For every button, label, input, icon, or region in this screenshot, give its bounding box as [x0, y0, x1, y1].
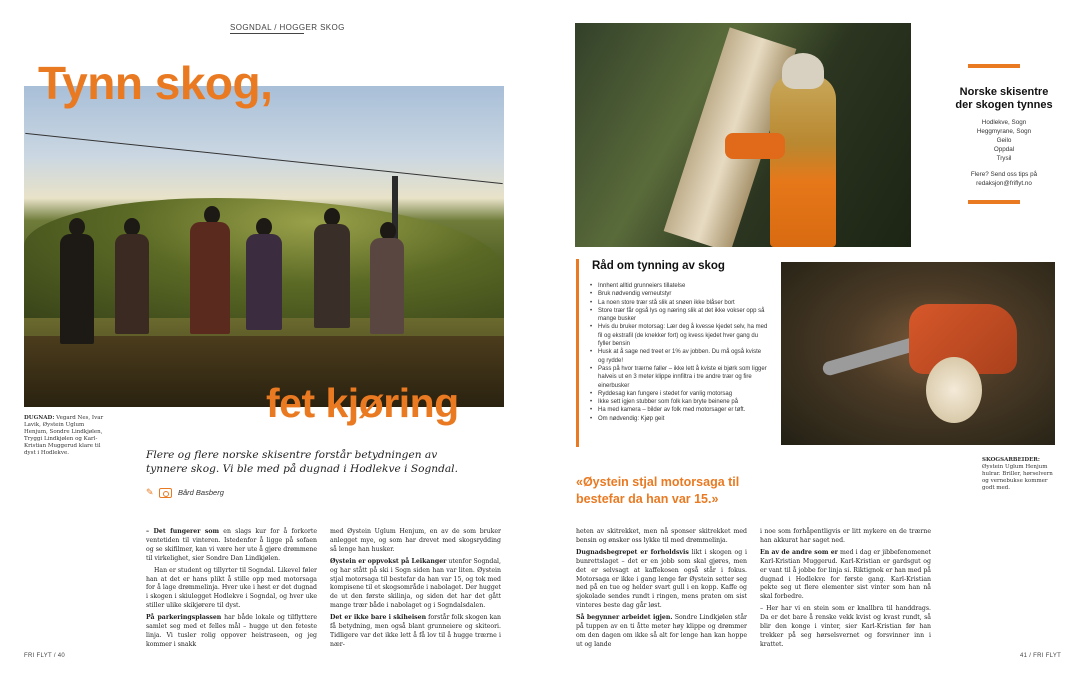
folio-right: 41 / FRI FLYT: [1020, 653, 1062, 659]
sidebar-item: Trysil: [996, 154, 1012, 162]
lead-paragraph: Flere og flere norske skisentre forstår betydningen av tynnere skog. Vi ble med på dugnad i Hodlekve i Sogndal.: [146, 449, 458, 475]
camera-icon: [159, 488, 172, 498]
sidebar-tip-line: Flere? Send oss tips på: [970, 171, 1038, 178]
photo-stump: [926, 357, 982, 423]
paragraph: med Øystein Uglum Henjum, en av de som bruker anlegget mye, og som har drevet med skogsrydding så lenge han husker.: [330, 528, 501, 553]
lift-cable: [25, 133, 502, 184]
person-silhouette: [190, 222, 230, 334]
body-column-4: [760, 528, 931, 653]
paragraph: Det er ikke bare i skiheisen forstår folk skogen kan få betydning, men også blant grunneiere og skiteori. Tidligere var det ikke lett å få lov til å hugge trærne i nær-: [330, 614, 502, 648]
paragraph: Så begynner arbeidet igjen. Sondre Lindkjølen står på tuppen av en ti åtte meter høy klippe og drømmer om den dagen om ikke så alt for lenge han kan hoppe ut og lande: [576, 614, 747, 648]
sidebar-item: Heggmyrane, Sogn: [976, 127, 1032, 135]
section-rule: [230, 33, 304, 34]
caption-lead: DUGNAD:: [24, 415, 55, 421]
paragraph: – Her har vi en stein som er knallbra til handdrags. Da er det bare å renske vekk kvist og kvast rundt, så blir den konge i vinter, sier Karl-Kristian før han trekker på seg hørselsvernet og forsvinner inn i krattet.: [760, 605, 931, 648]
tips-title: Råd om tynning av skog: [592, 260, 725, 272]
photo-chainsaw: [725, 133, 785, 159]
tips-item: • Ha med kamera – bilder av folk med motorsager er tøft.: [590, 406, 768, 414]
caption-lead: SKOGSARBEIDER:: [982, 457, 1040, 463]
tips-item: • Hvis du bruker motorsag: Lær deg å kvesse kjedet selv, ha med fil og ekstrafil (de knekker fort) og kvess kjedet hver gang du fyller bensin: [590, 323, 768, 348]
photo-worker: [770, 75, 836, 247]
paragraph: En av de andre som er med i dag er jibbefenomenet Karl-Kristian Muggerud. Karl-Kristian er gardsgut og er vant til å jobbe for linja si. Riktignok er han med på dugnad i Hodlekve for første gang. Karl-Kristian pekte seg ut flere elementer sist vinter som han nå skal forbedre.: [760, 548, 931, 601]
photo-helmet: [782, 53, 824, 89]
tips-item: • Ryddesag kan fungere i stedet for vanlig motorsag: [590, 390, 768, 398]
sidebar-item: Geilo: [996, 136, 1012, 144]
tips-item: • Bruk nødvendig verneutstyr: [590, 290, 768, 298]
headline-line-1: Tynn skog,: [38, 57, 273, 109]
sidebar-list: [950, 119, 1058, 164]
sidebar-item: Oppdal: [993, 145, 1015, 153]
photo-caption-left: [24, 415, 106, 457]
caption-text: Vegard Nes, Ivar Lavik, Øystein Uglum Henjum, Sondre Lindkjølen, Tryggi Lindkjølen og Karl-Kristian Muggerud klare til dyst i Hodlekve.: [24, 415, 104, 456]
sidebar-rule-top: [968, 64, 1020, 68]
person-silhouette: [60, 234, 94, 344]
tips-item: • La noen store trær stå slik at snøen ikke blåser bort: [590, 299, 768, 307]
tips-item: • Ikke sett igjen stubber som folk kan bryte beinene på: [590, 398, 768, 406]
person-silhouette: [115, 234, 149, 334]
byline-name: Bård Basberg: [178, 488, 224, 497]
pen-icon: ✎: [146, 487, 154, 497]
tips-item: • Store trær får også lys og næring slik at det ikke vokser opp så mange busker: [590, 307, 768, 324]
paragraph: Øystein er oppvokst på Leikanger utenfor Sogndal, og har stått på ski i Sogn siden han var liten. Øystein stjal motorsaga til bestefar da han var 15, og tok med kompisene til et skogsområde i nabolaget. Der hugget de ut den første skilinja, og siden det har det gått mange trær både i nabolaget og i Sogndalsdalen.: [330, 557, 501, 610]
photo-caption-right: [982, 457, 1058, 492]
paragraph: Han er student og tillyrter til Sogndal. Likevel føler han at det er hans plikt å stille opp med motorsaga for å lage drømmelinja. Hver uke i høst er det dugnad i skogen i skiulegget Hodlekve i Sogndal, og hver uke stiller ulike skikjørere til dyst.: [146, 566, 317, 610]
sidebar-item: Hodlekve, Sogn: [981, 119, 1027, 126]
tips-list: [590, 282, 768, 423]
tips-item: • Husk at å sage ned treet er 1% av jobben. Du må også kviste og rydde!: [590, 348, 768, 365]
sidebar-tip: [950, 171, 1058, 189]
section-label: SOGNDAL / HOGGER SKOG: [230, 23, 345, 32]
paragraph: heten av skitrekket, men nå sponser skitrekket med bensin og ønsker oss lykke til med drømmelinja.: [576, 528, 747, 544]
chainsaw-photo: [575, 23, 911, 247]
paragraph: På parkeringsplassen har både lokale og tilflyttere samlet seg med et felles mål – hugge ut den feteste linja. Vi tusler rolig oppover heistraseen, og jeg kommer i snakk: [146, 614, 317, 648]
paragraph: – Det fungerer som en slags kur for å forkorte ventetiden til vinteren. Istedenfor å ligge på sofaen og se skifilmer, kan vi være her ute å gjøre drømmene til virkelighet, sier Sondre Dan Lindkjølen.: [146, 528, 317, 562]
pull-quote: «Øystein stjal motorsaga til bestefar da han var 15.»: [576, 475, 740, 506]
folio-left: FRI FLYT / 40: [24, 653, 66, 659]
body-column-2: [330, 528, 501, 653]
paragraph: Dugnadsbegrepet er forholdsvis likt i skogen og i bunrettslaget – det er en jobb som skal gjøres, men det er selvsagt at kaffekosen også står i fokus. Motorsaga er ikke i gang lenge før Øystein setter seg ned på en tue og helder svart gull i en kopp. Kaffe og sjokolade sendes rundt i ringen, mens praten om sist vinteres beste dag går løst.: [576, 548, 748, 610]
sidebar-rule-bottom: [968, 200, 1020, 204]
tips-accent-bar: [576, 259, 579, 447]
sidebar-title: Norske skisentre der skogen tynnes: [955, 86, 1053, 111]
hero-photo: [24, 86, 504, 407]
sidebar-tip-email: redaksjon@friflyt.no: [976, 179, 1032, 187]
tips-item: • Pass på hvor trærne faller – ikke lett å kviste ei bjørk som ligger halveis ut en 3 meter klippe innfiltra i tre andre trær og fire einerbusker: [590, 365, 768, 390]
body-column-1: [146, 528, 317, 653]
person-silhouette: [246, 234, 282, 330]
headline-line-2: fet kjøring: [266, 380, 459, 426]
caption-text: Øystein Uglum Henjum hulrar. Briller, hørselvern og vernebukse kommer godt med.: [982, 464, 1053, 491]
paragraph: i noe som forhåpentligvis er litt mykere en de trærne han akkurat har saget ned.: [760, 528, 931, 544]
saw-photo: [781, 262, 1055, 445]
person-silhouette: [370, 238, 404, 334]
tips-item: • Innhent alltid grunneiers tillatelse: [590, 282, 768, 290]
person-silhouette: [314, 224, 350, 328]
tips-item: • Om nødvendig: Kjøp geit: [590, 415, 768, 423]
byline: [146, 487, 224, 498]
body-column-3: [576, 528, 747, 653]
